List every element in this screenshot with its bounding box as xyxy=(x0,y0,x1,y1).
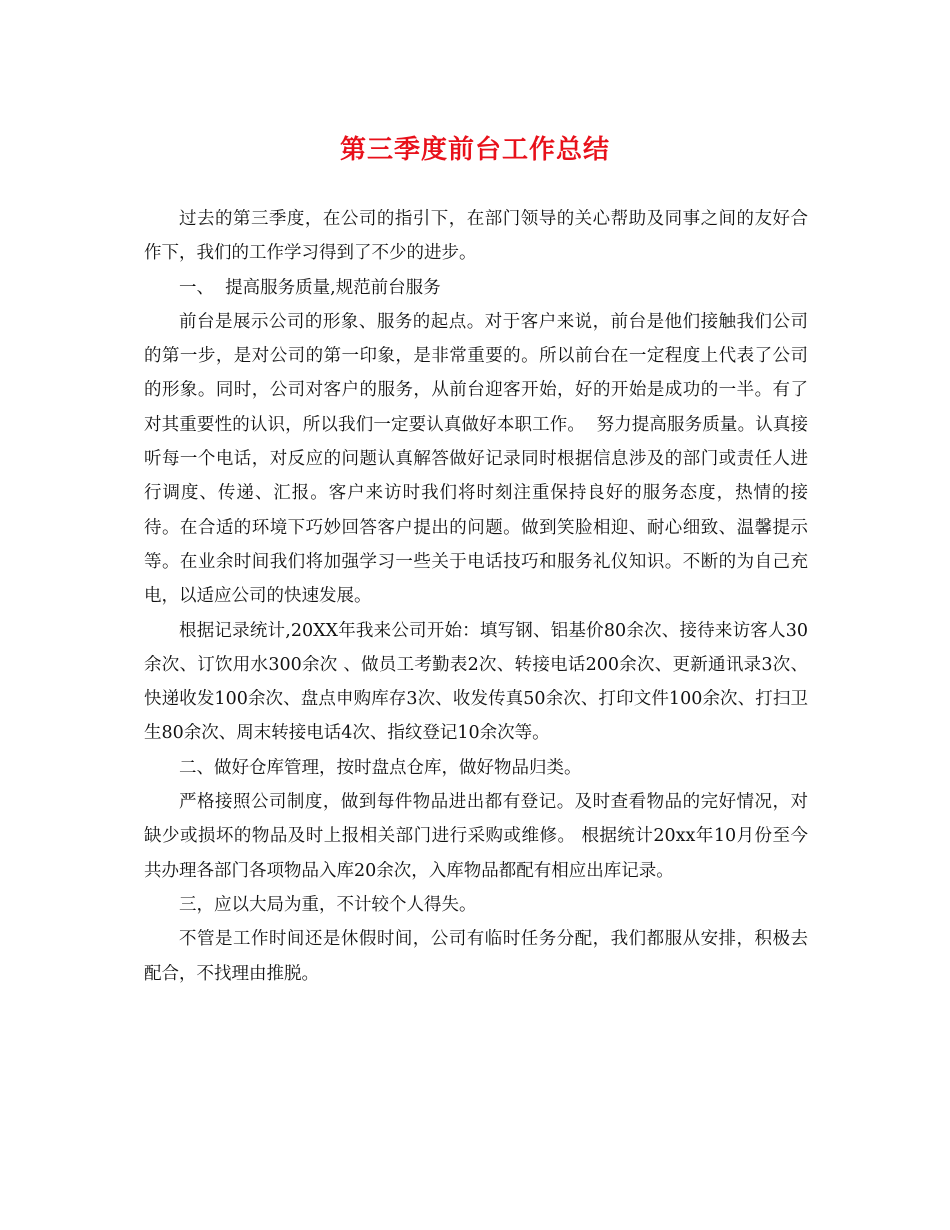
document-title: 第三季度前台工作总结 xyxy=(339,135,610,165)
section-2-paragraph: 严格接照公司制度，做到每件物品进出都有登记。及时查看物品的完好情况，对缺少或损坏的物品及时上报相关部门进行采购或维修。 根据统计20xx年10月份至今共办理各部门各项物品入库20余次，入库物品都配有相应出库记录。 xyxy=(144,792,808,881)
section-1-paragraph: 前台是展示公司的形象、服务的起点。对于客户来说，前台是他们接触我们公司的第一步，是对公司的第一印象，是非常重要的。所以前台在一定程度上代表了公司的形象。同时，公司对客户的服务，从前台迎客开始，好的开始是成功的一半。有了对其重要性的认识，所以我们一定要认真做好本职工作。 努力提高服务质量。认真接听每一个电话，对反应的问题认真解答做好记录同时根据信息涉及的部门或责任人进行调度、传递、汇报。客户来访时我们将时刻注重保持良好的服务态度，热情的接待。在合适的环境下巧妙回答客户提出的问题。做到笑脸相迎、耐心细致、温馨提示等。在业余时间我们将加强学习一些关于电话技巧和服务礼仪知识。不断的为自己充电，以适应公司的快速发展。 xyxy=(144,311,808,607)
section-heading-1: 一、 提高服务质量,规范前台服务 xyxy=(179,277,441,298)
document-body xyxy=(144,202,808,991)
section-3-paragraph: 不管是工作时间还是休假时间，公司有临时任务分配，我们都服从安排，积极去配合，不找理由推脱。 xyxy=(144,929,808,984)
statistics-paragraph: 根据记录统计,20XX年我来公司开始：填写钢、铝基价80余次、接待来访客人30余次、订饮用水300余次 、做员工考勤表2次、转接电话200余次、更新通讯录3次、快递收发100余次、盘点申购库存3次、收发传真50余次、打印文件100余次、打扫卫生80余次、周末转接电话4次、指纹登记10余次等。 xyxy=(144,620,808,744)
section-heading-2: 二、做好仓库管理，按时盘点仓库，做好物品归类。 xyxy=(179,757,582,778)
intro-paragraph: 过去的第三季度，在公司的指引下，在部门领导的关心帮助及同事之间的友好合作下，我们的工作学习得到了不少的进步。 xyxy=(144,209,808,264)
section-heading-3: 三，应以大局为重，不计较个人得失。 xyxy=(179,894,477,915)
